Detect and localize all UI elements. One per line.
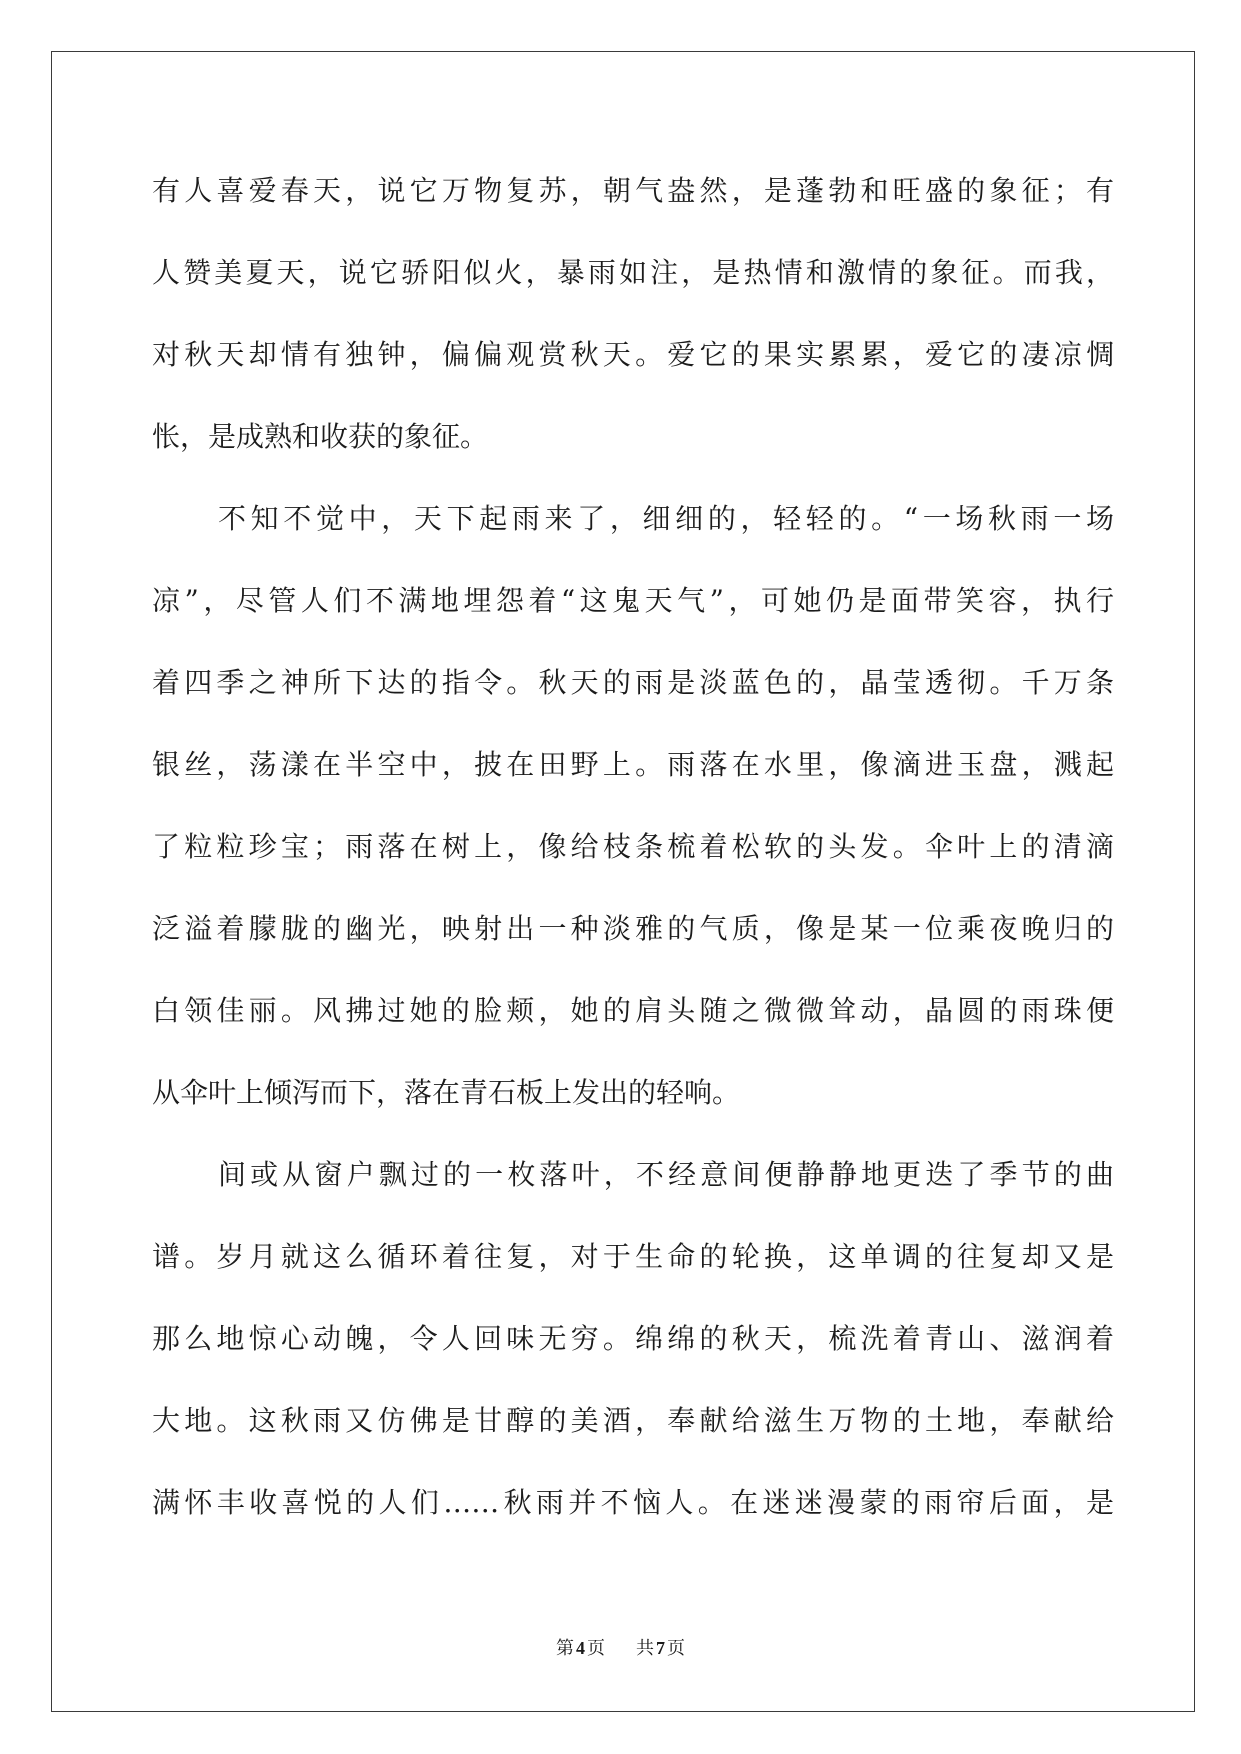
- text-line: 银丝，荡漾在半空中，披在田野上。雨落在水里，像滴进玉盘，溅起: [152, 748, 1114, 781]
- body-text: [152, 150, 1114, 1544]
- text-line: 有人喜爱春天，说它万物复苏，朝气盎然，是蓬勃和旺盛的象征；有: [152, 174, 1114, 207]
- text-line: 凉”，尽管人们不满地埋怨着“这鬼天气”，可她仍是面带笑容，执行: [152, 584, 1114, 617]
- current-page-number: 4: [576, 1638, 585, 1658]
- page-number-suffix: 页: [587, 1638, 605, 1658]
- text-line: 对秋天却情有独钟，偏偏观赏秋天。爱它的果实累累，爱它的凄凉惆: [152, 338, 1114, 371]
- text-line: 大地。这秋雨又仿佛是甘醇的美酒，奉献给滋生万物的土地，奉献给: [152, 1404, 1114, 1437]
- text-line: 着四季之神所下达的指令。秋天的雨是淡蓝色的，晶莹透彻。千万条: [152, 666, 1114, 699]
- text-line: 满怀丰收喜悦的人们……秋雨并不恼人。在迷迷漫蒙的雨帘后面，是: [152, 1486, 1114, 1519]
- text-line: 白领佳丽。风拂过她的脸颊，她的肩头随之微微耸动，晶圆的雨珠便: [152, 994, 1114, 1027]
- text-line: 泛溢着朦胧的幽光，映射出一种淡雅的气质，像是某一位乘夜晚归的: [152, 912, 1114, 945]
- total-page-count: 7: [656, 1638, 665, 1658]
- paragraph: [152, 478, 1114, 1134]
- text-line: 不知不觉中，天下起雨来了，细细的，轻轻的。“一场秋雨一场: [218, 502, 1114, 535]
- text-line: 谱。岁月就这么循环着往复，对于生命的轮换，这单调的往复却又是: [152, 1240, 1114, 1273]
- text-line: 那么地惊心动魄，令人回味无穷。绵绵的秋天，梳洗着青山、滋润着: [152, 1322, 1114, 1355]
- page-number: [556, 1638, 610, 1658]
- paragraph: [152, 150, 1114, 478]
- text-line: 了粒粒珍宝；雨落在树上，像给枝条梳着松软的头发。伞叶上的清滴: [152, 830, 1114, 863]
- paragraph: [152, 1134, 1114, 1544]
- page-footer: [0, 1634, 1241, 1662]
- page-total-prefix: 共: [636, 1638, 654, 1658]
- page-total: [636, 1638, 685, 1658]
- page-total-suffix: 页: [667, 1638, 685, 1658]
- text-line: 怅，是成熟和收获的象征。: [152, 420, 489, 453]
- page-number-prefix: 第: [556, 1638, 574, 1658]
- text-line: 间或从窗户飘过的一枚落叶，不经意间便静静地更迭了季节的曲: [218, 1158, 1114, 1191]
- text-line: 人赞美夏天，说它骄阳似火，暴雨如注，是热情和激情的象征。而我，: [152, 256, 1114, 289]
- text-line: 从伞叶上倾泻而下，落在青石板上发出的轻响。: [152, 1076, 741, 1109]
